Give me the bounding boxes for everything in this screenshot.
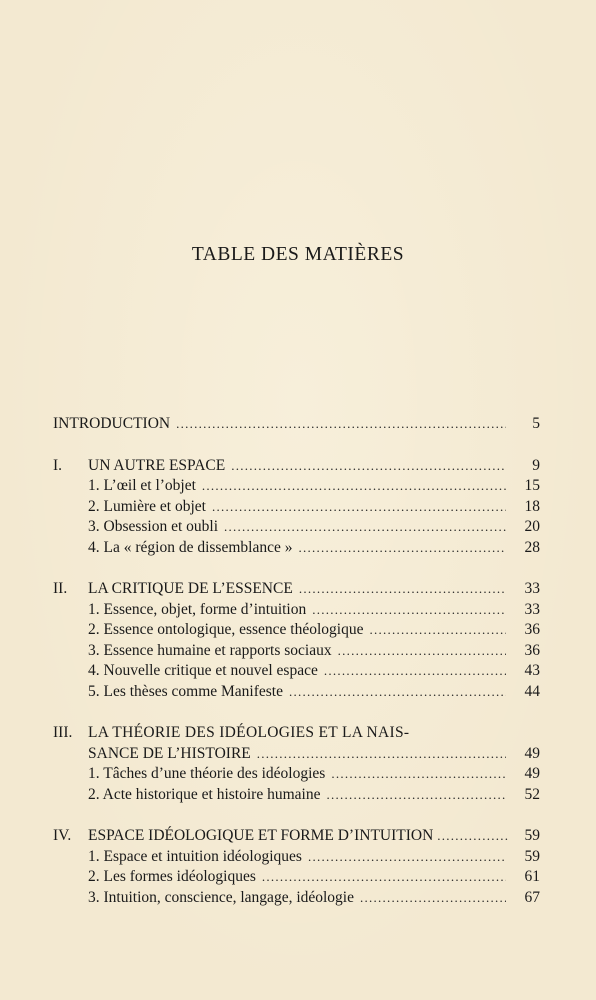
toc-entry-page: 5 (532, 415, 540, 432)
toc-section (53, 476, 540, 497)
toc-chapter-3 (53, 723, 540, 744)
toc-entry-page: 15 (524, 477, 540, 494)
toc-chapter-2 (53, 579, 540, 600)
leader-dots (212, 497, 506, 518)
toc-entry-page: 59 (524, 847, 540, 865)
toc-section (53, 785, 540, 806)
toc-entry-page: 49 (524, 744, 540, 762)
leader-dots (338, 641, 506, 662)
toc-chapter-3-continued (53, 744, 540, 765)
toc-entry-page: 18 (524, 497, 540, 515)
toc-entry-label: 3. Essence humaine et rapports sociaux (88, 641, 332, 659)
toc-entry-label: 2. Les formes idéologiques (88, 868, 256, 885)
leader-dots (326, 785, 506, 806)
toc-entry-label: ESPACE IDÉOLOGIQUE ET FORME D’INTUITION (88, 827, 434, 844)
toc-entry-label: 1. L’œil et l’objet (88, 477, 196, 494)
toc-entry-page: 52 (524, 785, 540, 803)
toc-section (53, 867, 540, 888)
toc-entry-page: 43 (524, 662, 540, 679)
toc-entry-label: INTRODUCTION (53, 415, 171, 432)
table-of-contents (53, 414, 540, 908)
toc-entry-label: 3. Obsession et oubli (88, 518, 219, 535)
toc-entry-page: 33 (524, 580, 540, 597)
leader-dots (176, 414, 506, 435)
toc-entry-page: 33 (524, 600, 540, 618)
toc-section (53, 641, 540, 662)
toc-entry-label: 4. La « région de dissemblance » (88, 538, 293, 556)
toc-entry-page: 59 (524, 827, 540, 844)
toc-entry-page: 28 (524, 538, 540, 556)
toc-entry-page: 67 (524, 888, 540, 906)
leader-dots (298, 538, 506, 559)
leader-dots (224, 517, 506, 538)
toc-entry-page: 44 (524, 682, 540, 700)
leader-dots (289, 682, 506, 703)
leader-dots (369, 620, 506, 641)
toc-entry-label: SANCE DE L’HISTOIRE (88, 744, 251, 762)
toc-entry-label: 1. Espace et intuition idéologiques (88, 847, 302, 865)
leader-dots (331, 764, 506, 785)
toc-section (53, 682, 540, 703)
toc-section (53, 538, 540, 559)
toc-entry-label: 4. Nouvelle critique et nouvel espace (88, 662, 318, 679)
leader-dots (262, 867, 506, 888)
toc-entry-page: 36 (524, 641, 540, 659)
chapter-number: II. (53, 580, 68, 597)
toc-section (53, 847, 540, 868)
leader-dots (308, 847, 506, 868)
leader-dots (257, 744, 506, 765)
toc-chapter-1 (53, 456, 540, 477)
toc-entry-label: LA CRITIQUE DE L’ESSENCE (88, 580, 293, 597)
toc-entry-label: LA THÉORIE DES IDÉOLOGIES ET LA NAIS- (88, 724, 410, 741)
toc-section (53, 497, 540, 518)
toc-entry-page: 20 (524, 518, 540, 535)
chapter-number: III. (53, 724, 73, 741)
leader-dots (299, 579, 506, 600)
toc-entry-label: 5. Les thèses comme Manifeste (88, 682, 283, 700)
toc-entry-label: 1. Tâches d’une théorie des idéologies (88, 765, 326, 782)
toc-chapter-4 (53, 826, 540, 847)
toc-entry-label: 2. Lumière et objet (88, 497, 206, 515)
toc-entry-page: 61 (524, 868, 540, 885)
leader-dots (324, 661, 506, 682)
toc-entry-label: 2. Acte historique et histoire humaine (88, 785, 321, 803)
toc-entry-label: 2. Essence ontologique, essence théologique (88, 621, 364, 638)
toc-entry-label: UN AUTRE ESPACE (88, 456, 226, 474)
toc-section (53, 764, 540, 785)
toc-entry-label: 1. Essence, objet, forme d’intuition (88, 600, 307, 618)
toc-section (53, 888, 540, 909)
toc-section (53, 517, 540, 538)
toc-entry-label: 3. Intuition, conscience, langage, idéologie (88, 888, 354, 906)
toc-section (53, 600, 540, 621)
toc-entry-page: 9 (532, 456, 540, 474)
toc-section (53, 661, 540, 682)
toc-entry-introduction (53, 414, 540, 435)
toc-entry-page: 49 (524, 765, 540, 782)
leader-dots (360, 888, 506, 909)
toc-section (53, 620, 540, 641)
leader-dots (437, 826, 510, 847)
leader-dots (231, 456, 506, 477)
page-title: TABLE DES MATIÈRES (191, 244, 405, 265)
chapter-number: IV. (53, 827, 72, 844)
toc-entry-page: 36 (524, 621, 540, 638)
chapter-number: I. (53, 456, 63, 474)
leader-dots (312, 600, 506, 621)
leader-dots (202, 476, 506, 497)
